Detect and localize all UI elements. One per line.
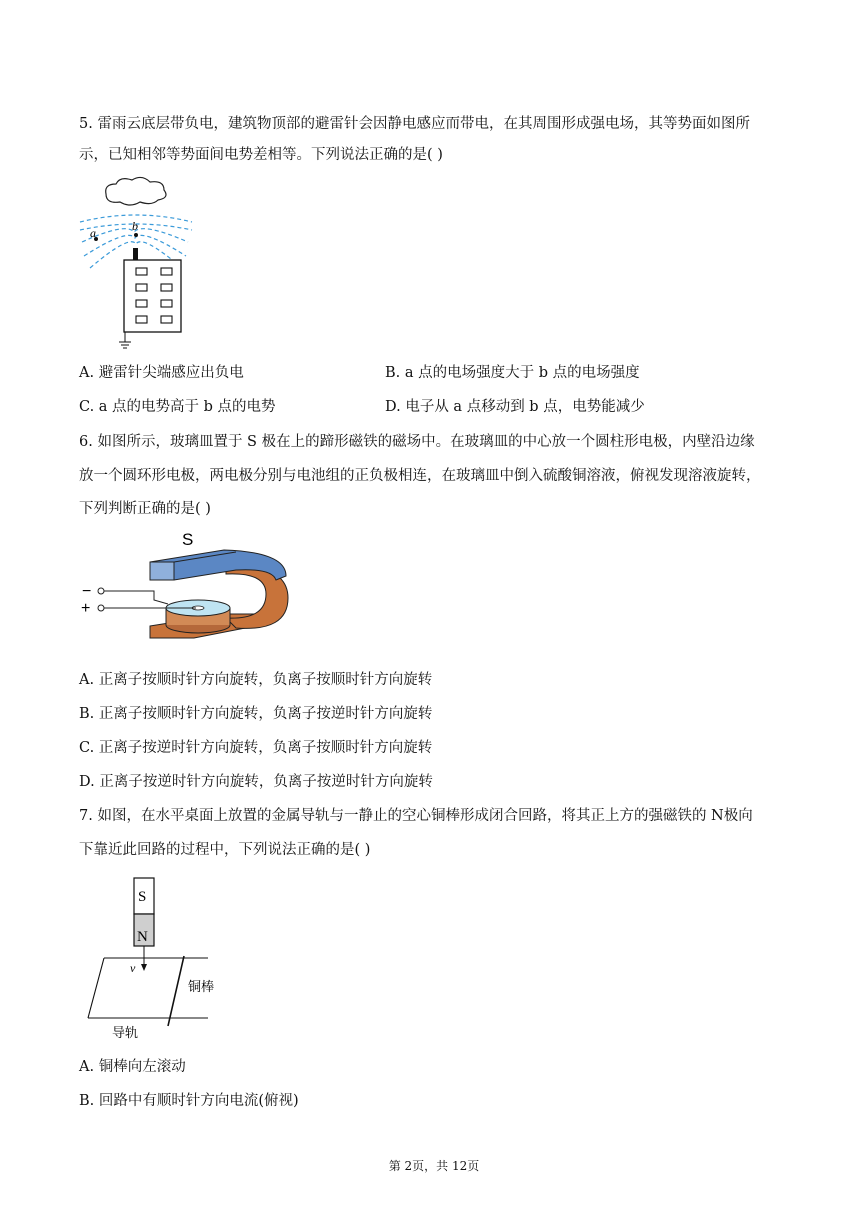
- velocity-label: v: [130, 961, 136, 975]
- plus-terminal-label: +: [81, 600, 91, 617]
- q5-option-a[interactable]: A. 避雷针尖端感应出负电: [79, 365, 244, 381]
- minus-terminal-label: −: [82, 583, 92, 600]
- q6-option-b[interactable]: B. 正离子按顺时针方向旋转，负离子按逆时针方向旋转: [79, 706, 433, 722]
- page-footer: 第 2页，共 12页: [388, 1159, 480, 1173]
- q7-option-a[interactable]: A. 铜棒向左滚动: [79, 1059, 186, 1075]
- q7-stem-line1: 7. 如图，在水平桌面上放置的金属导轨与一静止的空心铜棒形成闭合回路，将其正上方的强磁铁的 N极向: [79, 808, 753, 824]
- point-a-label: a: [90, 226, 96, 240]
- q6-option-a[interactable]: A. 正离子按顺时针方向旋转，负离子按顺时针方向旋转: [79, 672, 433, 688]
- q5-stem-line1: 5. 雷雨云底层带负电，建筑物顶部的避雷针会因静电感应而带电，在其周围形成强电场，其等势面如图所: [79, 116, 750, 132]
- copper-rod: [168, 956, 184, 1026]
- q6-stem-line2: 放一个圆环形电极，两电极分别与电池组的正负极相连，在玻璃皿中倒入硫酸铜溶液，俯视发现溶液旋转，: [79, 468, 761, 484]
- magnet-s-label: S: [138, 889, 147, 905]
- q6-horseshoe-magnet-figure: [76, 528, 291, 646]
- rail-label: 导轨: [112, 1026, 139, 1041]
- point-b-label: b: [132, 219, 138, 233]
- q5-stem-line2: 示，已知相邻等势面间电势差相等。下列说法正确的是( ): [79, 147, 443, 163]
- q5-lightning-rod-figure: [76, 172, 196, 354]
- q5-option-b[interactable]: B. a 点的电场强度大于 b 点的电场强度: [385, 365, 640, 381]
- q6-stem-line1: 6. 如图所示，玻璃皿置于 S 极在上的蹄形磁铁的磁场中。在玻璃皿的中心放一个圆柱形电极，内壁沿边缘: [79, 434, 755, 450]
- q6-option-d[interactable]: D. 正离子按逆时针方向旋转，负离子按逆时针方向旋转: [79, 774, 433, 790]
- cloud-icon: [106, 177, 166, 205]
- q7-stem-line2: 下靠近此回路的过程中，下列说法正确的是( ): [79, 842, 371, 858]
- q6-option-c[interactable]: C. 正离子按逆时针方向旋转，负离子按顺时针方向旋转: [79, 740, 433, 756]
- q5-option-d[interactable]: D. 电子从 a 点移动到 b 点，电势能减少: [385, 399, 645, 415]
- s-pole-label: S: [182, 530, 194, 549]
- q7-option-b[interactable]: B. 回路中有顺时针方向电流(俯视): [79, 1093, 299, 1109]
- q7-magnet-rail-figure: [84, 874, 234, 1044]
- q5-option-c[interactable]: C. a 点的电势高于 b 点的电势: [79, 399, 276, 415]
- magnet-n-label: N: [137, 929, 148, 945]
- q6-stem-line3: 下列判断正确的是( ): [79, 501, 211, 517]
- rod-label: 铜棒: [188, 980, 215, 995]
